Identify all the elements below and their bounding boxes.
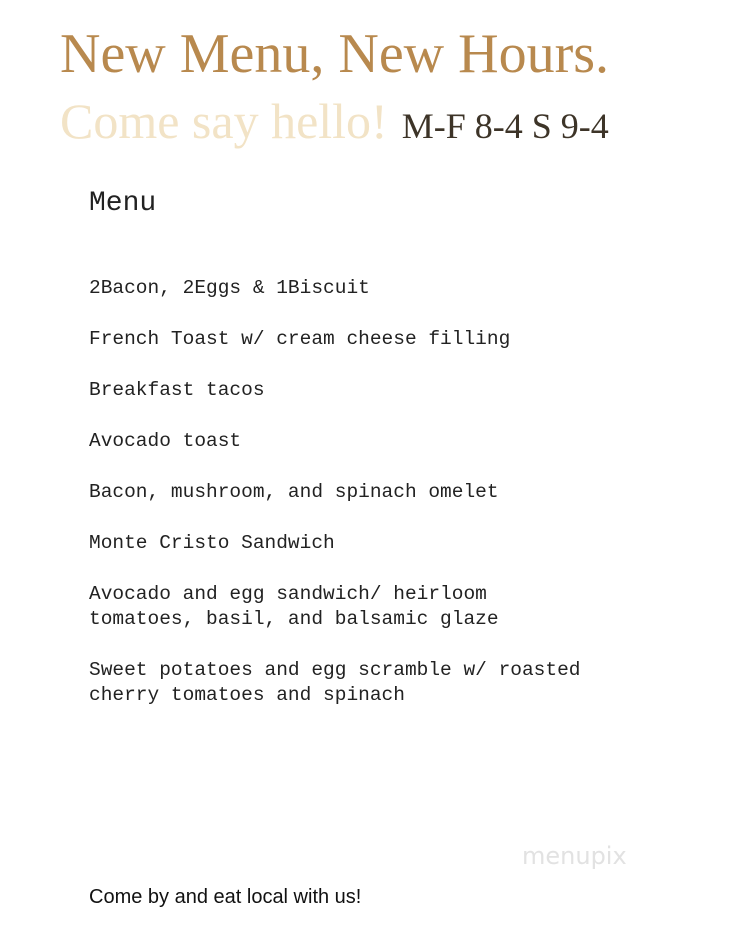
opening-hours: M-F 8-4 S 9-4 xyxy=(401,106,609,146)
menu-item: Avocado and egg sandwich/ heirloom tomatoes, basil, and balsamic glaze xyxy=(89,583,499,630)
footer-text: Come by and eat local with us! xyxy=(89,886,362,908)
greeting-text: Come say hello! xyxy=(60,93,388,149)
menupix-watermark: menupix xyxy=(522,842,627,870)
menu-item: Monte Cristo Sandwich xyxy=(89,532,335,554)
menu-item: Avocado toast xyxy=(89,430,242,452)
menu-title: Menu xyxy=(89,188,157,219)
menu-list xyxy=(89,276,709,734)
menu-item: 2Bacon, 2Eggs & 1Biscuit xyxy=(89,277,370,299)
headline: New Menu, New Hours. xyxy=(60,23,610,85)
menu-item: French Toast w/ cream cheese filling xyxy=(89,328,511,350)
menu-item: Bacon, mushroom, and spinach omelet xyxy=(89,481,499,503)
menu-item: Breakfast tacos xyxy=(89,379,265,401)
menu-item: Sweet potatoes and egg scramble w/ roasted cherry tomatoes and spinach xyxy=(89,659,581,706)
subheadline xyxy=(60,92,609,150)
